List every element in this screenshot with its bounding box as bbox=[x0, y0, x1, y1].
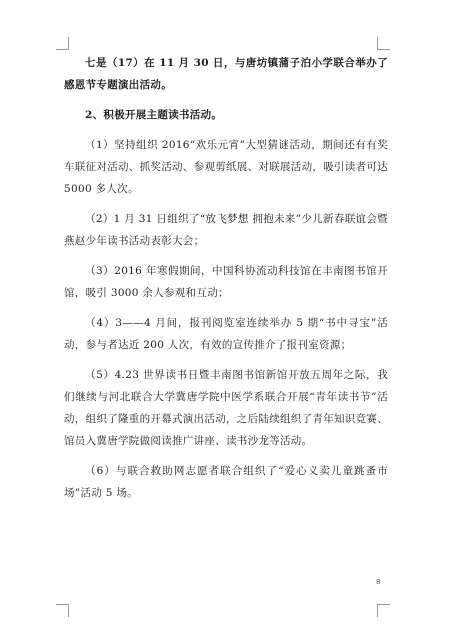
paragraph-lantern-riddles: （1）坚持组织 2016“欢乐元宵”大型猜谜活动，期间还有有奖车联征对活动、抓奖活动、参观剪纸展、对联展活动，吸引读者可达 5000 多人次。 bbox=[64, 139, 388, 195]
crop-mark-top-right bbox=[377, 37, 390, 50]
crop-mark-bottom-right bbox=[377, 604, 390, 617]
paragraph-charity-market: （6）与联合救助网志愿者联合组织了“爱心义卖儿童跳蚤市场”活动 5 场。 bbox=[64, 465, 388, 499]
page-number: 8 bbox=[376, 578, 381, 586]
paragraph-spring-gala: （2）1 月 31 日组织了“放飞梦想 拥抱未来”少儿新春联谊会暨燕赵少年读书活动表彰大会； bbox=[64, 213, 388, 247]
paragraph-item-seven: 七是（17）在 11 月 30 日，与唐坊镇蒲子泊小学联合举办了感恩节专题演出活动。 bbox=[64, 57, 388, 91]
paragraph-science-museum: （3）2016 年寒假期间，中国科协流动科技馆在丰南图书馆开馆，吸引 3000 余人参观和互动； bbox=[64, 265, 388, 299]
crop-mark-bottom-left bbox=[56, 604, 69, 617]
section-heading-reading-activities: 2、积极开展主题读书活动。 bbox=[85, 109, 223, 121]
document-body bbox=[64, 52, 388, 512]
paragraph-world-book-day: （5）4.23 世界读书日暨丰南图书馆新馆开放五周年之际，我们继续与河北联合大学冀唐学院中医学系联合开展“青年读书节”活动，组织了隆重的开幕式演出活动，之后陆续组织了青年知识竞赛、馆员入冀唐学院做阅读推广讲座、读书沙龙等活动。 bbox=[64, 369, 388, 447]
paragraph-treasure-hunt: （4）3——4 月间，报刊阅览室连续举办 5 期“书中寻宝”活动，参与者达近 200 人次，有效的宣传推介了报刊室资源； bbox=[64, 317, 388, 351]
crop-mark-top-left bbox=[56, 37, 69, 50]
